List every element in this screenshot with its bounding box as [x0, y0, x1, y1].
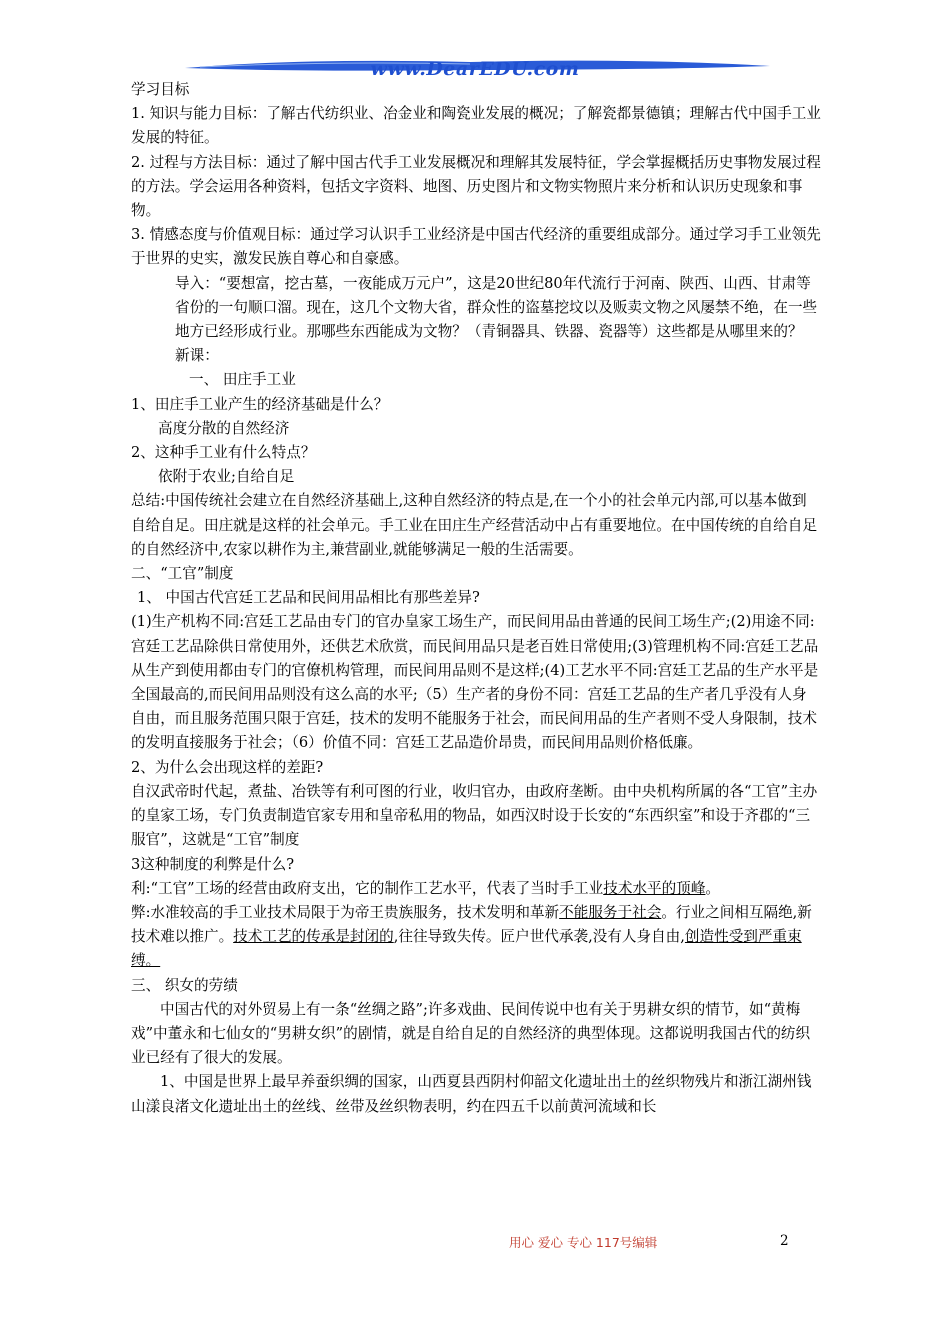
document-body: [131, 78, 821, 1119]
heading-new-lesson: 新课：: [175, 347, 219, 365]
paragraph-intro: [131, 272, 821, 345]
text: 利:“工官”工场的经营由政府支出，它的制作工艺水平，代表了当时手工业: [131, 879, 604, 897]
paragraph: 1. 知识与能力目标：了解古代纺织业、冶金业和陶瓷业发展的概况；了解瓷都景德镇；理解古代中国手工业发展的特征。: [131, 105, 821, 147]
text: 。: [705, 879, 721, 897]
footer-slogan: 用心 爱心 专心 117号编辑: [509, 1235, 658, 1250]
site-url[interactable]: www.DearEDU.com: [370, 58, 580, 80]
paragraph-pros: [131, 877, 821, 901]
underlined-text: 技术水平的顶峰: [603, 879, 706, 897]
question: 1、 中国古代宫廷工艺品和民间用品相比有那些差异?: [137, 589, 480, 607]
paragraph: 自汉武帝时代起，煮盐、冶铁等有利可图的行业，收归官办，由政府垄断。由中央机构所属的各“工官”主办的皇家工场，专门负责制造官家专用和皇帝私用的物品，如西汉时设于长安的“东西织室”和设于齐郡的“三服官”，这就是“工官”制度: [131, 782, 818, 849]
page-number: 2: [780, 1233, 789, 1249]
paragraph-summary: 总结:中国传统社会建立在自然经济基础上,这种自然经济的特点是,在一个小的社会单元内部,可以基本做到自给自足。田庄就是这样的社会单元。手工业在田庄生产经营活动中占有重要地位。在中国传统的自给自足的自然经济中,农家以耕作为主,兼营副业,就能够满足一般的生活需要。: [131, 492, 817, 558]
question: 1、田庄手工业产生的经济基础是什么？: [131, 395, 389, 413]
heading-objectives: 学习目标: [131, 81, 190, 98]
text: 弊:水准较高的手工业技术局限于为帝王贵族服务，技术发明和革新: [131, 903, 560, 921]
answer: 依附于农业;自给自足: [158, 468, 295, 486]
question: 2、为什么会出现这样的差距?: [131, 758, 324, 776]
answer: 高度分散的自然经济: [158, 419, 290, 437]
paragraph: 3. 情感态度与价值观目标：通过学习认识手工业经济是中国古代经济的重要组成部分。通过学习手工业领先于世界的史实，激发民族自尊心和自豪感。: [131, 226, 821, 268]
question: 3这种制度的利弊是什么?: [131, 855, 295, 873]
underlined-text: 技术工艺的传承是封闭的: [233, 928, 394, 946]
paragraph-cons: [131, 901, 821, 974]
text: ,往往导致失传。匠户世代承袭,没有人身自由,: [393, 928, 685, 946]
paragraph: 2. 过程与方法目标：通过了解中国古代手工业发展概况和理解其发展特征，学会掌握概括历史事物发展过程的方法。学会运用各种资料，包括文字资料、地图、历史图片和文物实物照片来分析和认识历史现象和事物。: [131, 153, 821, 220]
underlined-text: 创造性受到严重束缚。: [131, 928, 802, 970]
paragraph: 中国古代的对外贸易上有一条“丝绸之路”;许多戏曲、民间传说中也有关于男耕女织的情节，如“黄梅戏”中董永和七仙女的“男耕女织”的剧情，就是自给自足的自然经济的典型体现。这都说明我国古代的纺织业已经有了很大的发展。: [131, 1000, 811, 1067]
section-heading-1: 一、 田庄手工业: [189, 371, 296, 389]
section-heading-3: 三、 织女的劳绩: [131, 976, 238, 994]
underlined-text: 不能服务于社会: [559, 903, 662, 921]
intro-text: 导入：“要想富，挖古墓，一夜能成万元户”，这是20世纪80年代流行于河南、陕西、山西、甘肃等省份的一句顺口溜。现在，这几个文物大省，群众性的盗墓挖坟以及贩卖文物之风屡禁不绝，在一些地方已经形成行业。那哪些东西能成为文物？（青铜器具、铁器、瓷器等）这些都是从哪里来的？: [175, 274, 818, 341]
text: 。行业之间相互隔绝,新技术难以推广。: [131, 903, 812, 946]
paragraph: 1、中国是世界上最早养蚕织绸的国家，山西夏县西阴村仰韶文化遗址出土的丝织物残片和浙江湖州钱山漾良渚文化遗址出土的丝线、丝带及丝织物表明，约在四五千以前黄河流域和长: [131, 1073, 812, 1115]
section-heading-2: 二、“工官”制度: [131, 565, 234, 583]
paragraph-differences: (1)生产机构不同:宫廷工艺品由专门的官办皇家工场生产，而民间用品由普通的民间工场生产;(2)用途不同:宫廷工艺品除供日常使用外，还供艺术欣赏，而民间用品只是老百姓日常使用;(3)管理机构不同:宫廷工艺品从生产到使用都由专门的官僚机构管理，而民间用品则不是这样;(4)工艺水平不同:宫廷工艺品的生产水平是全国最高的,而民间用品则没有这么高的水平;（5）生产者的身份不同：宫廷工艺品的生产者几乎没有人身自由，而且服务范围只限于宫廷，技术的发明不能服务于社会，而民间用品的生产者则不受人身限制，技术的发明直接服务于社会；（6）价值不同：宫廷工艺品造价昂贵，而民间用品则价格低廉。: [131, 613, 819, 752]
question: 2、这种手工业有什么特点？: [131, 444, 316, 462]
